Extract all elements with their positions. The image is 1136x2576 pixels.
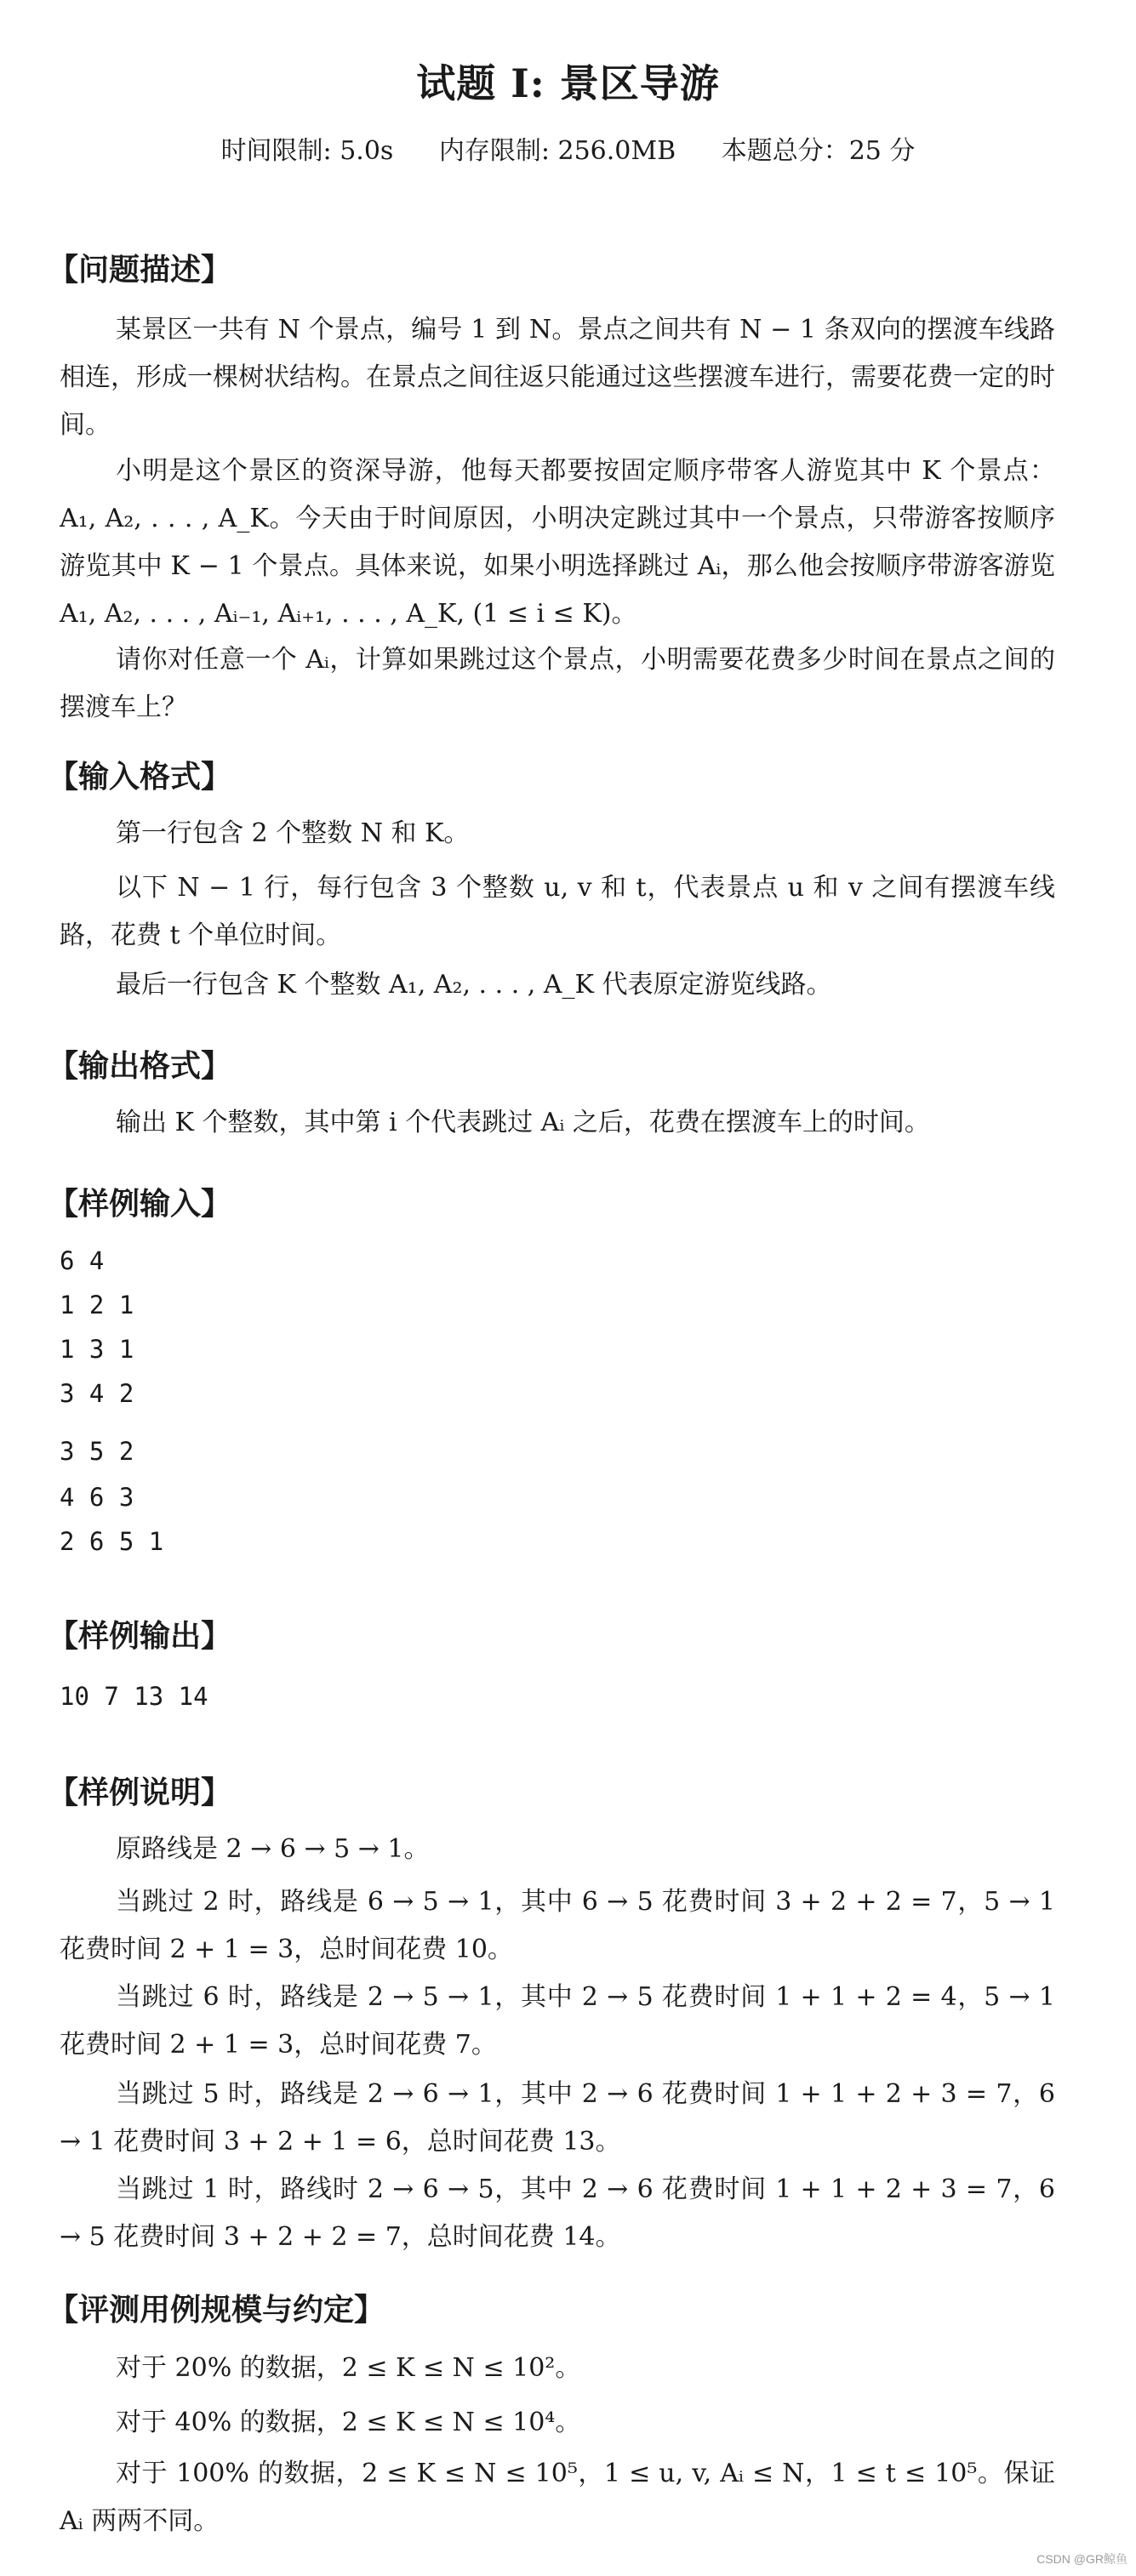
sample-input-line: 3 4 2	[60, 1379, 134, 1408]
constraints-heading: 【评测用例规模与约定】	[48, 2292, 385, 2328]
sample-input-line: 3 5 2	[60, 1437, 134, 1466]
page-title: 试题 I: 景区导游	[416, 60, 720, 106]
description-heading: 【问题描述】	[48, 252, 232, 288]
sample-input-line: 1 2 1	[60, 1291, 134, 1319]
explanation-heading: 【样例说明】	[48, 1775, 232, 1810]
sample-output-line: 10 7 13 14	[60, 1682, 208, 1711]
problem-meta	[0, 129, 1136, 167]
description-paragraph: 请你对任意一个 Aᵢ，计算如果跳过这个景点，小明需要花费多少时间在景点之间的摆渡车上？	[60, 645, 1055, 722]
sample-input-line: 2 6 5 1	[60, 1527, 164, 1556]
sample-input-line: 4 6 3	[60, 1483, 134, 1512]
explanation-paragraph: 当跳过 1 时，路线时 2 → 6 → 5，其中 2 → 6 花费时间 1 + 1 + 2 + 3 = 7，6 → 5 花费时间 3 + 2 + 2 = 7，总时间花费 14。	[60, 2174, 1055, 2252]
constraints-paragraph: 对于 100% 的数据，2 ≤ K ≤ N ≤ 10⁵，1 ≤ u, v, Aᵢ ≤ N，1 ≤ t ≤ 10⁵。保证 Aᵢ 两两不同。	[60, 2459, 1055, 2536]
explanation-paragraph: 当跳过 6 时，路线是 2 → 5 → 1，其中 2 → 5 花费时间 1 + 1 + 2 = 4，5 → 1 花费时间 2 + 1 = 3，总时间花费 7。	[60, 1982, 1055, 2060]
sample-output-heading: 【样例输出】	[48, 1618, 232, 1654]
explanation-paragraph: 当跳过 2 时，路线是 6 → 5 → 1，其中 6 → 5 花费时间 3 + 2 + 2 = 7，5 → 1 花费时间 2 + 1 = 3，总时间花费 10。	[60, 1887, 1055, 1964]
input-format-paragraph: 以下 N − 1 行，每行包含 3 个整数 u, v 和 t，代表景点 u 和 v 之间有摆渡车线路，花费 t 个单位时间。	[60, 873, 1055, 950]
csdn-watermark: CSDN @GR鲸鱼	[1036, 2552, 1127, 2566]
constraints-paragraph: 对于 40% 的数据，2 ≤ K ≤ N ≤ 10⁴。	[116, 2408, 581, 2437]
description-paragraph: 某景区一共有 N 个景点，编号 1 到 N。景点之间共有 N − 1 条双向的摆渡车线路相连，形成一棵树状结构。在景点之间往返只能通过这些摆渡车进行，需要花费一定的时间。	[60, 315, 1055, 440]
input-format-paragraph: 第一行包含 2 个整数 N 和 K。	[116, 818, 470, 848]
total-score: 本题总分：25 分	[721, 136, 916, 166]
sample-input-line: 6 4	[60, 1246, 105, 1275]
input-format-paragraph: 最后一行包含 K 个整数 A₁, A₂, . . . , A_K 代表原定游览线路。	[116, 970, 832, 1000]
memory-limit: 内存限制: 256.0MB	[438, 136, 676, 166]
sample-input-heading: 【样例输入】	[48, 1186, 232, 1222]
explanation-paragraph: 原路线是 2 → 6 → 5 → 1。	[116, 1834, 430, 1864]
output-format-heading: 【输出格式】	[48, 1048, 232, 1084]
input-format-heading: 【输入格式】	[48, 759, 232, 795]
sample-input-line: 1 3 1	[60, 1335, 134, 1364]
description-paragraph: 小明是这个景区的资深导游，他每天都要按固定顺序带客人游览其中 K 个景点：A₁, A₂, . . . , A_K。今天由于时间原因，小明决定跳过其中一个景点，只带游客按顺序游览其中 K − 1 个景点。具体来说，如果小明选择跳过 Aᵢ，那么他会按顺序带游客游览 A₁, A₂, . . . , Aᵢ₋₁, Aᵢ₊₁, . . . , A_K, (1 ≤ i ≤ K)。	[60, 456, 1055, 629]
output-format-paragraph: 输出 K 个整数，其中第 i 个代表跳过 Aᵢ 之后，花费在摆渡车上的时间。	[116, 1108, 930, 1137]
explanation-paragraph: 当跳过 5 时，路线是 2 → 6 → 1，其中 2 → 6 花费时间 1 + 1 + 2 + 3 = 7，6 → 1 花费时间 3 + 2 + 1 = 6，总时间花费 13。	[60, 2079, 1055, 2157]
constraints-paragraph: 对于 20% 的数据，2 ≤ K ≤ N ≤ 10²。	[116, 2353, 581, 2383]
time-limit: 时间限制: 5.0s	[220, 136, 394, 166]
